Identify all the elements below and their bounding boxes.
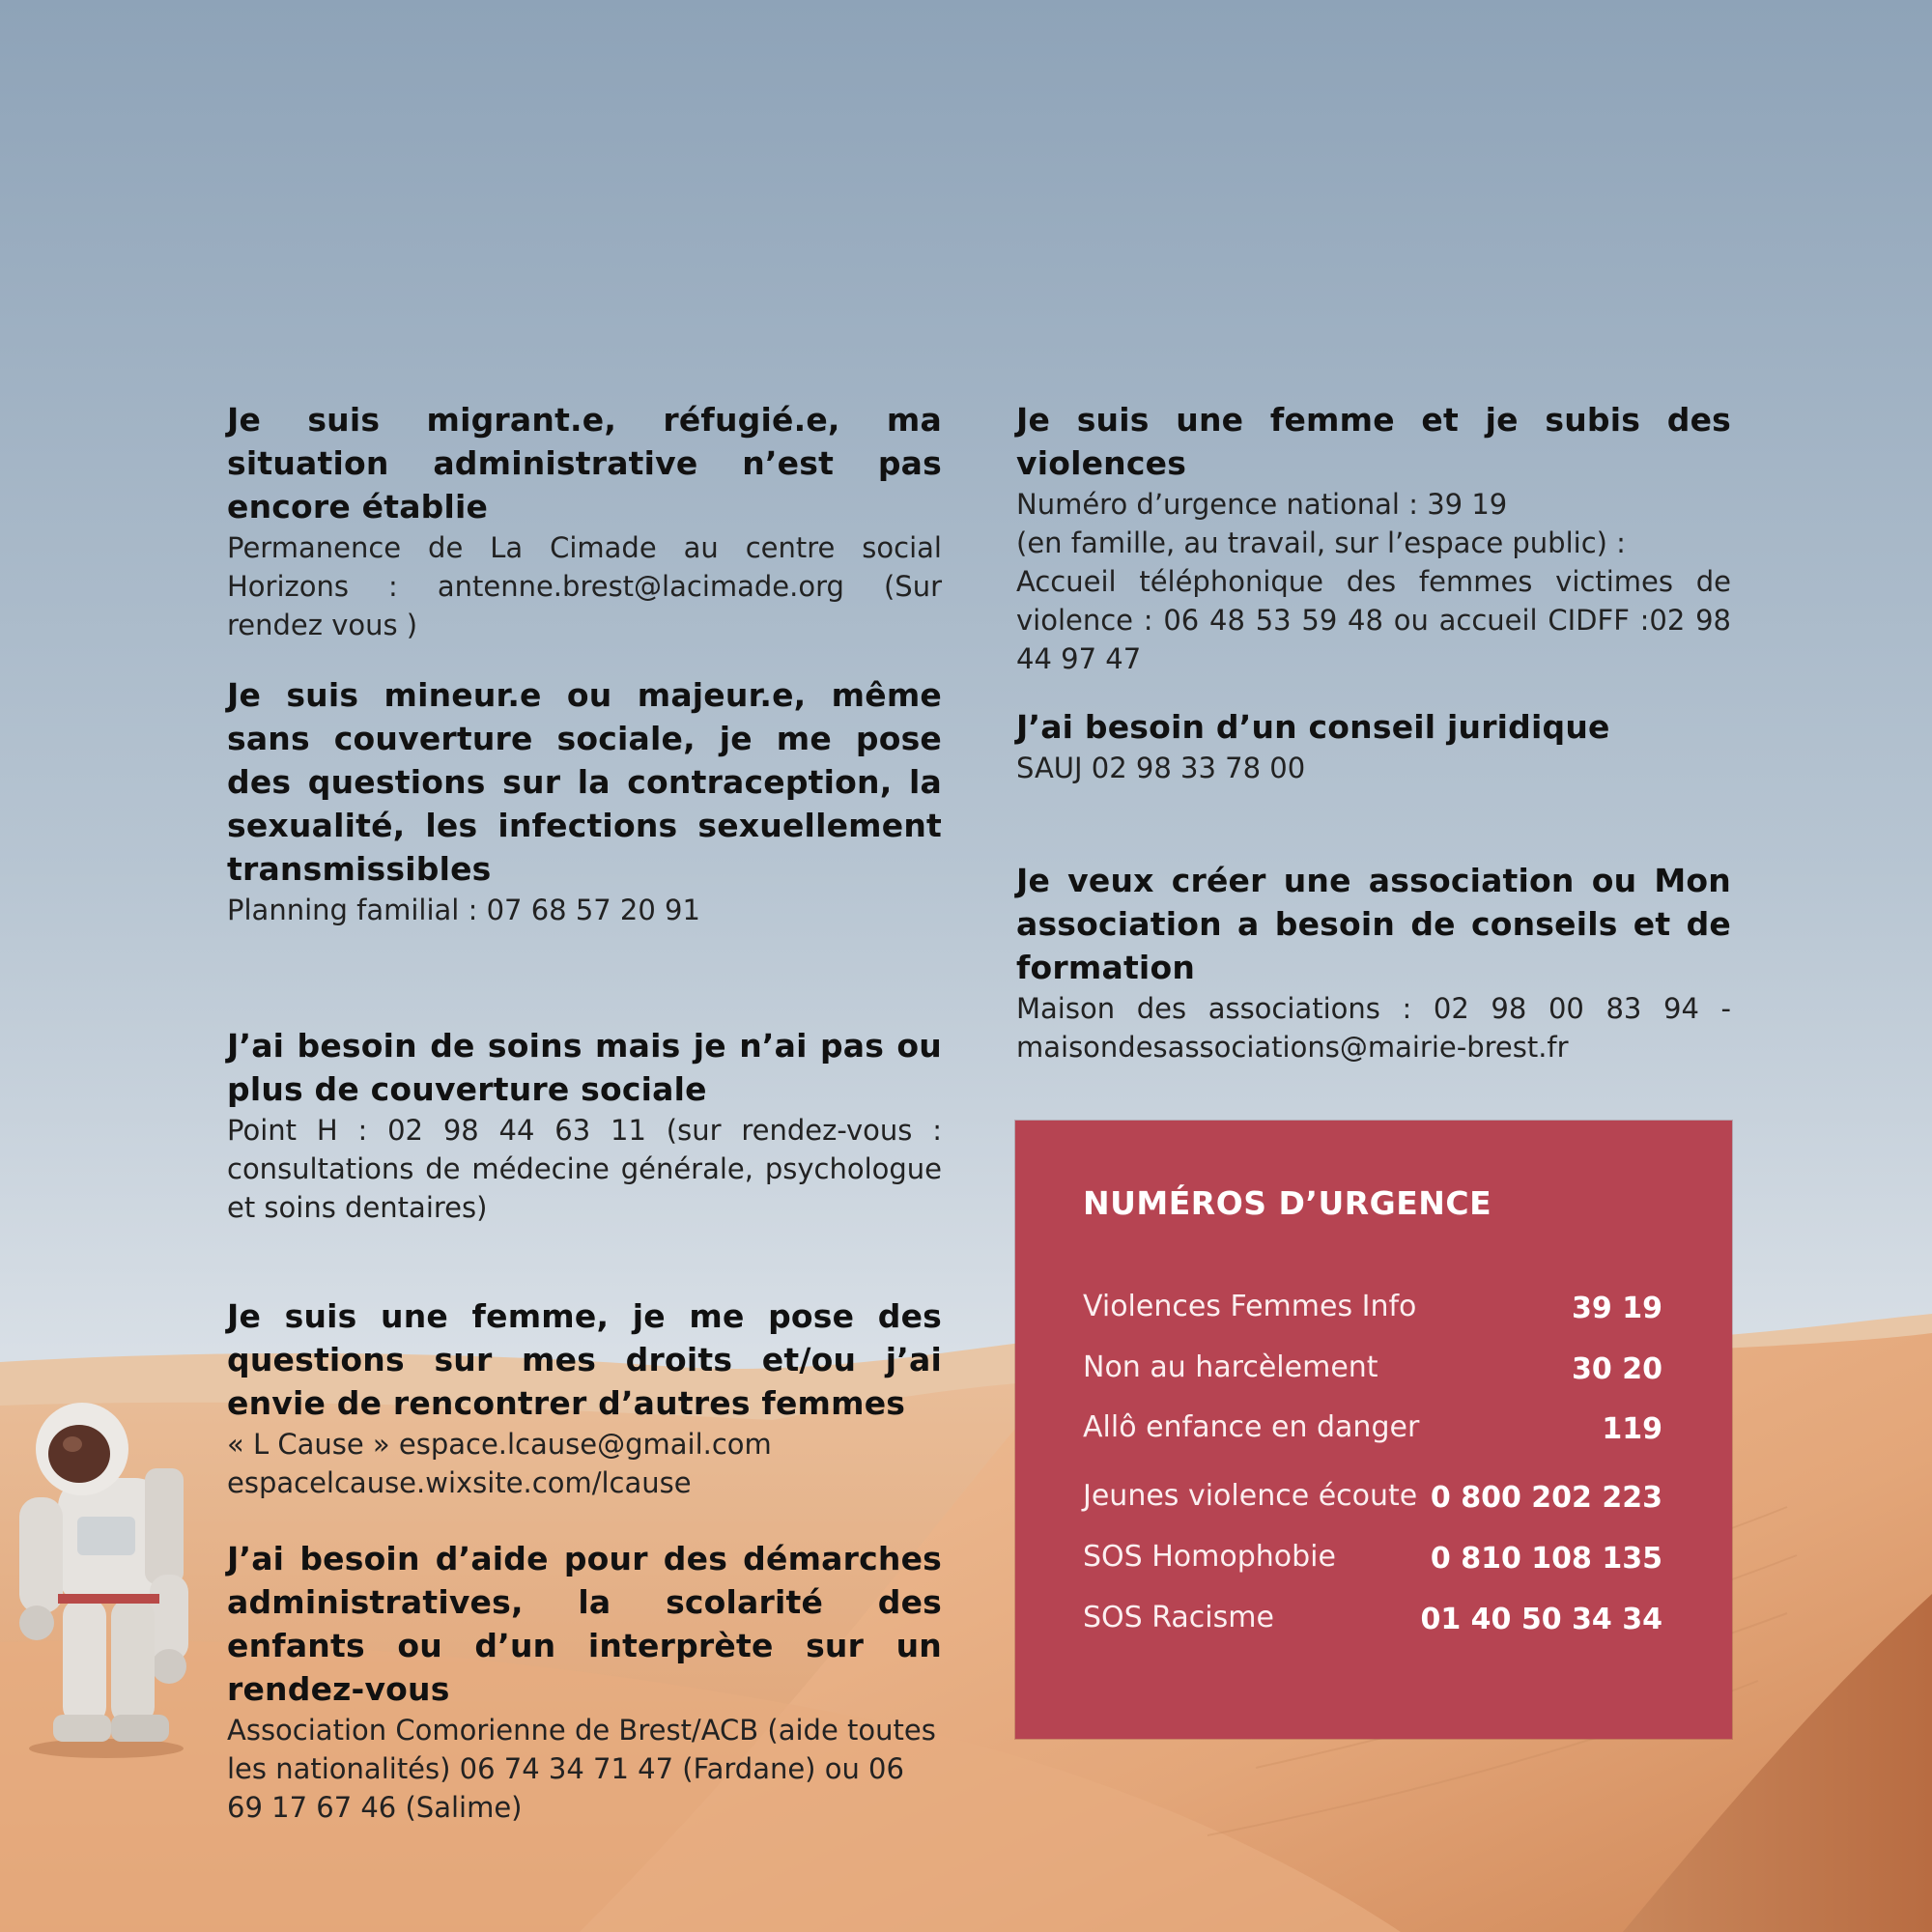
section-juridique	[1016, 705, 1731, 787]
astronaut-illustration	[0, 1391, 213, 1758]
left-column	[227, 398, 942, 1827]
emergency-number: 30 20	[1572, 1352, 1662, 1386]
emergency-title: NUMÉROS D’URGENCE	[1083, 1184, 1492, 1222]
emergency-row	[1083, 1350, 1662, 1399]
section-title: Je suis une femme, je me pose des questions sur mes droits et/ou j’ai envie de rencontrer d’autres femmes	[227, 1297, 942, 1422]
section-title: Je suis mineur.e ou majeur.e, même sans couverture sociale, je me pose des questions sur la contraception, la sexualité, les infections sexuellement transmissibles	[227, 676, 942, 888]
emergency-label: Non au harcèlement	[1083, 1350, 1378, 1384]
section-droits-femmes	[227, 1294, 942, 1502]
emergency-row	[1083, 1290, 1662, 1338]
emergency-label: SOS Homophobie	[1083, 1540, 1336, 1574]
section-text: Maison des associations : 02 98 00 83 94 - maisondesassociations@mairie-brest.fr	[1016, 992, 1731, 1064]
section-text: « L Cause » espace.lcause@gmail.com	[227, 1428, 772, 1461]
emergency-row	[1083, 1410, 1662, 1459]
section-demarches	[227, 1537, 942, 1827]
emergency-label: Jeunes violence écoute	[1083, 1479, 1418, 1513]
section-migrant	[227, 398, 942, 644]
section-text: SAUJ 02 98 33 78 00	[1016, 752, 1306, 784]
section-title: Je suis une femme et je subis des violences	[1016, 401, 1731, 482]
emergency-number: 39 19	[1572, 1292, 1662, 1325]
section-text: Permanence de La Cimade au centre social Horizons : antenne.brest@lacimade.org (Sur rendez vous )	[227, 531, 942, 641]
section-text: espacelcause.wixsite.com/lcause	[227, 1466, 692, 1499]
section-text: Numéro d’urgence national : 39 19	[1016, 488, 1508, 521]
section-title: J’ai besoin de soins mais je n’ai pas ou plus de couverture sociale	[227, 1027, 942, 1108]
section-text: (en famille, au travail, sur l’espace public) :	[1016, 526, 1626, 559]
section-title: Je veux créer une association ou Mon association a besoin de conseils et de formation	[1016, 862, 1731, 986]
section-title: J’ai besoin d’aide pour des démarches administratives, la scolarité des enfants ou d’un interprète sur un rendez-vous	[227, 1540, 942, 1708]
emergency-number: 01 40 50 34 34	[1420, 1603, 1662, 1636]
emergency-label: Allô enfance en danger	[1083, 1410, 1420, 1444]
section-contraception	[227, 673, 942, 929]
emergency-row	[1083, 1601, 1662, 1649]
section-violences	[1016, 398, 1731, 678]
section-text: Point H : 02 98 44 63 11 (sur rendez-vous : consultations de médecine générale, psychologue et soins dentaires)	[227, 1114, 942, 1224]
emergency-label: Violences Femmes Info	[1083, 1290, 1417, 1323]
emergency-numbers-box	[1015, 1121, 1732, 1739]
right-column	[1016, 398, 1731, 1066]
emergency-number: 0 800 202 223	[1430, 1481, 1662, 1515]
section-soins	[227, 1024, 942, 1227]
emergency-row	[1083, 1479, 1662, 1527]
section-text: Planning familial : 07 68 57 20 91	[227, 894, 700, 926]
emergency-number: 0 810 108 135	[1430, 1542, 1662, 1576]
section-text: Accueil téléphonique des femmes victimes de violence : 06 48 53 59 48 ou accueil CIDFF :02 98 44 97 47	[1016, 565, 1731, 675]
emergency-label: SOS Racisme	[1083, 1601, 1274, 1634]
section-title: Je suis migrant.e, réfugié.e, ma situation administrative n’est pas encore établie	[227, 401, 942, 526]
emergency-row	[1083, 1540, 1662, 1588]
section-association	[1016, 859, 1731, 1066]
emergency-number: 119	[1602, 1412, 1662, 1446]
section-title: J’ai besoin d’un conseil juridique	[1016, 708, 1610, 746]
section-text: Association Comorienne de Brest/ACB (aide toutes les nationalités) 06 74 34 71 47 (Fardane) ou 06 69 17 67 46 (Salime)	[227, 1714, 936, 1824]
